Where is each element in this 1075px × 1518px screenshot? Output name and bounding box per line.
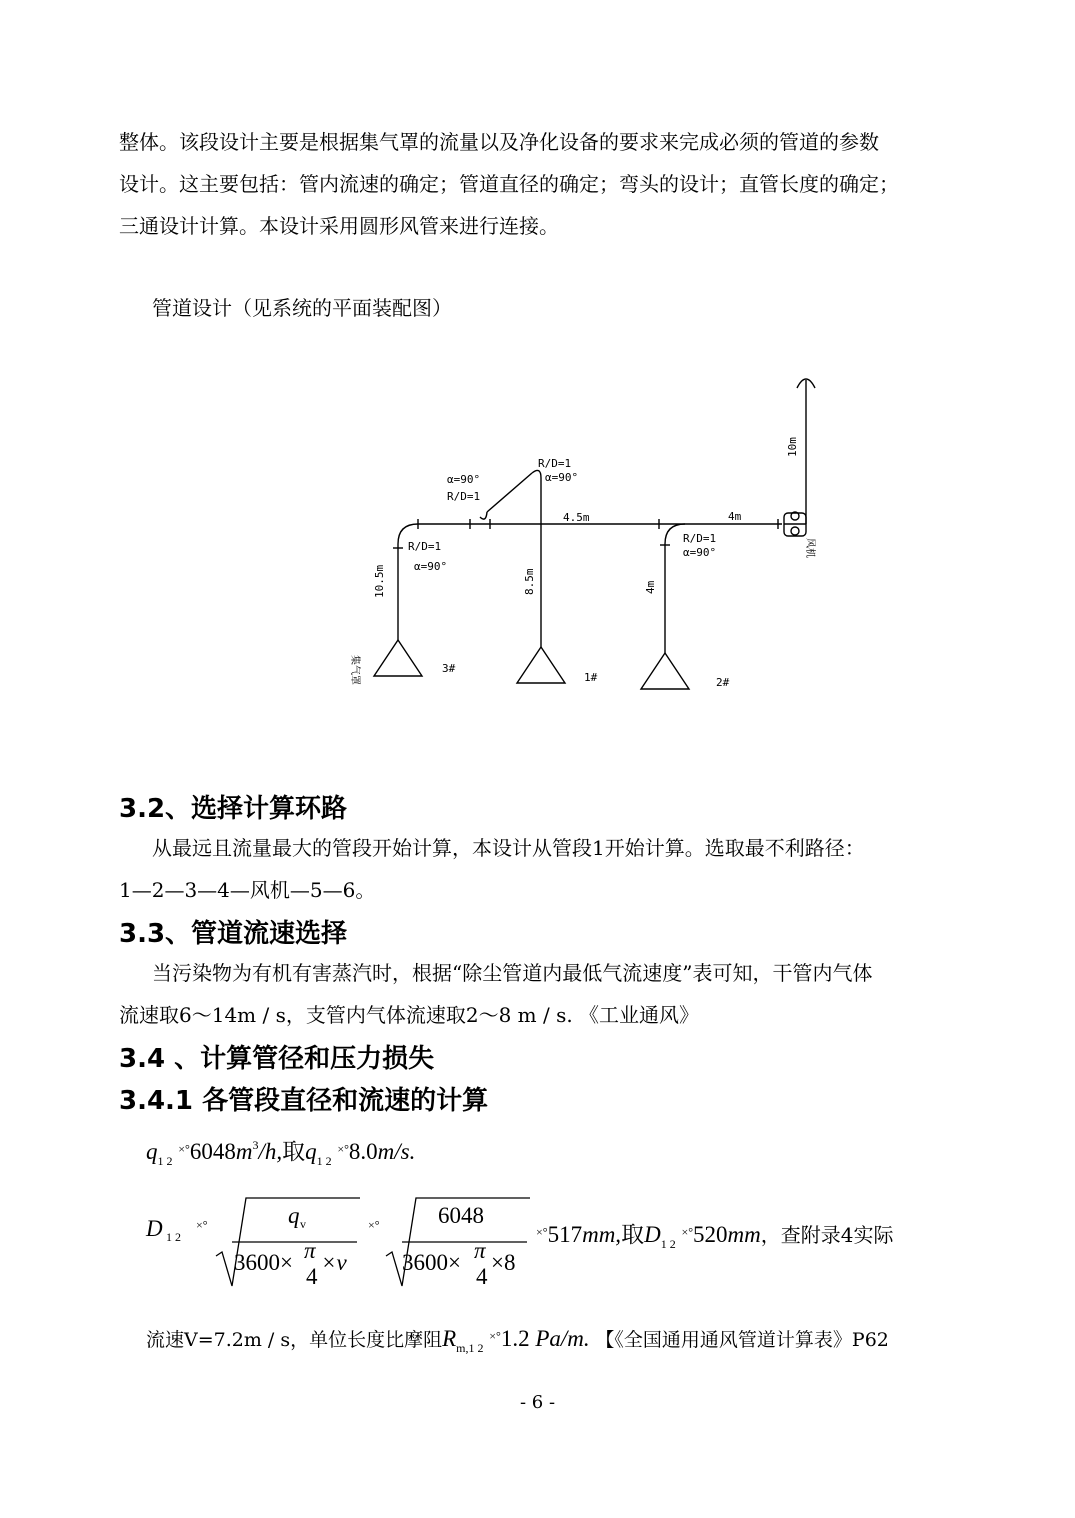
label-len-4-branch: 4m: [644, 580, 657, 594]
section-3-2-line-2: 1—2—3—4—风机—5—6。: [119, 878, 376, 902]
diagram-caption: 管道设计（见系统的平面装配图）: [152, 296, 452, 320]
intro-line-1: 整体。该段设计主要是根据集气罩的流量以及净化设备的要求来完成必须的管道的参数: [119, 130, 879, 154]
heading-3-3: 3.3、管道流速选择: [119, 919, 348, 949]
label-rd-left: R/D=1: [408, 540, 442, 553]
section-3-3-line-1: 当污染物为有机有害蒸汽时，根据“除尘管道内最低气流速度”表可知，干管内气体: [152, 961, 873, 985]
intro-line-3: 三通设计计算。本设计采用圆形风管来进行连接。: [119, 214, 559, 238]
label-len-4-main: 4m: [728, 510, 742, 523]
heading-3-2: 3.2、选择计算环路: [119, 794, 348, 824]
elbow-mid: [480, 512, 487, 519]
elbow-top: [532, 470, 541, 478]
label-alpha-mid-left: α=90°: [447, 473, 481, 486]
label-alpha-top: α=90°: [545, 471, 579, 484]
label-rd-right: R/D=1: [683, 532, 717, 545]
formula-diameter: D 1 2 ×° q v 3600× π 4 ×v ×° 6048 3600× π 4 ×8 ×°517mm,取$D_{1 2}$ ×°520mm，查附录4实际: [146, 1196, 976, 1291]
hood-1: [517, 647, 565, 683]
label-fan: 风机: [804, 538, 815, 558]
intro-line-2: 设计。这主要包括：管内流速的确定；管道直径的确定；弯头的设计；直管长度的确定；: [119, 172, 899, 196]
formula-friction: 流速V=7.2m / s，单位长度比摩阻$R_{m,1 2}$ ×°1.2 Pa/m. 【《全国通用通风管道计算表》P62: [146, 1326, 889, 1355]
page-number: - 6 -: [519, 1392, 556, 1413]
label-rd-top: R/D=1: [538, 457, 572, 470]
section-3-3-line-2: 流速取6～14m / s，支管内气体流速取2～8 m / s. 《工业通风》: [119, 1003, 700, 1027]
label-len-105: 10.5m: [373, 564, 386, 598]
heading-3-4: 3.4 、计算管径和压力损失: [119, 1044, 435, 1074]
hood-2: [641, 653, 689, 689]
section-3-3-body: [119, 952, 969, 1036]
label-rd-mid-left: R/D=1: [447, 490, 481, 503]
label-len-85: 8.5m: [523, 568, 536, 595]
heading-3-4-1: 3.4.1 各管段直径和流速的计算: [119, 1086, 489, 1116]
formula-flow: $q_{1 2}$ $^{\times^\circ}6048m^3/h$,取$q_{1 2}$ ×°8.0m/s.: [146, 1138, 416, 1168]
label-alpha-left: α=90°: [414, 560, 448, 573]
section-3-2-line-1: 从最远且流量最大的管段开始计算，本设计从管段1开始计算。选取最不利路径：: [152, 836, 865, 860]
label-hood: 集气罩: [349, 655, 360, 685]
label-len-45: 4.5m: [563, 511, 590, 524]
label-len-10: 10m: [786, 437, 799, 457]
label-hood-2: 2#: [716, 676, 730, 689]
hood-3: [374, 640, 422, 676]
label-hood-3: 3#: [442, 662, 456, 675]
diagonal-duct: [487, 473, 532, 512]
elbow-right: [665, 524, 685, 544]
label-hood-1: 1#: [584, 671, 598, 684]
label-alpha-right: α=90°: [683, 546, 717, 559]
section-3-2-body: [119, 827, 969, 911]
